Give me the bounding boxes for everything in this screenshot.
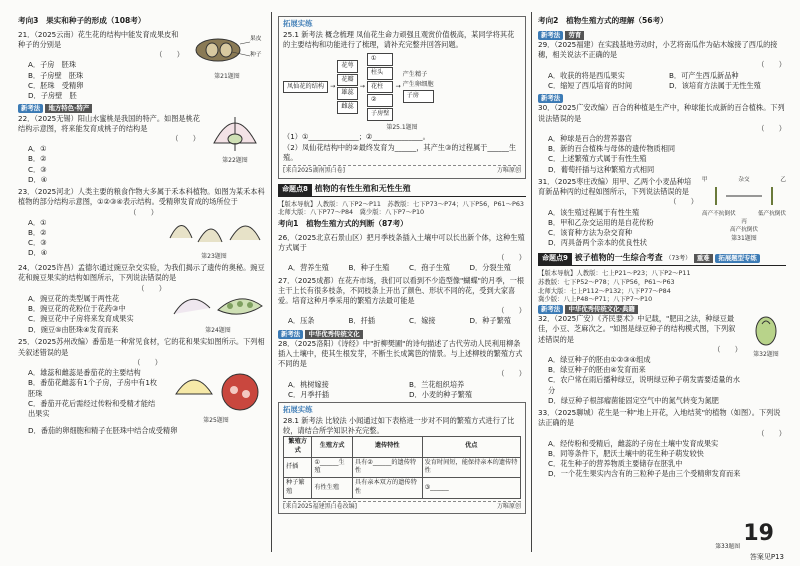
version-guide: 苏教版：七下P52～P78；八下P56，P61～P63 xyxy=(538,277,675,286)
answer-bracket: （ ） xyxy=(129,207,158,217)
topic-title: 被子植物的一生综合考查 xyxy=(574,253,663,263)
question-24 xyxy=(18,263,266,335)
option-b: B．绿豆种子的胚由④发育而来 xyxy=(548,365,646,375)
option-a: A．雄蕊和雌蕊是番茄花的主要结构 xyxy=(28,368,141,378)
comparison-table xyxy=(283,436,521,499)
answer-bracket: （ ） xyxy=(133,357,162,367)
topic-number: 命题点8 xyxy=(278,184,312,196)
label-seed: 种子 xyxy=(250,52,262,58)
question-26 xyxy=(278,233,526,274)
question-stem: 23．（2025河北）人类主要的粮食作物大多属于禾本科植物。如图为某禾本科植物的部分结构示意图，①②③④表示结构。受精卵发育成的场所位于 xyxy=(18,187,265,207)
question-stem: 28.1 新考法 比较法 小闻通过如下表格进一步对不同的繁殖方式进行了比较，请结合所学知识补充完整。 xyxy=(283,415,515,435)
table-row xyxy=(284,457,521,478)
option-d: D．绿豆种子根部瘤菌能固定空气中的氮气转变为氮肥 xyxy=(548,395,719,405)
option-a: A．经传粉和受精后，雌蕊的子房在土壤中发育成果实 xyxy=(548,438,719,448)
answer-bracket: （ ） xyxy=(171,133,200,143)
question-33 xyxy=(538,408,786,480)
option-d: D．豌豆⑤由胚珠④发育而来 xyxy=(28,324,119,334)
answer-bracket: （ ） xyxy=(497,253,526,263)
option-c: C．缩短了西瓜培育的时间 xyxy=(548,80,633,90)
option-b: B．可产生西瓜新品种 xyxy=(669,70,739,80)
question-stem: 24．（2025许昌）孟德尔通过豌豆杂交实验，为我们揭示了遗传的奥秘。豌豆花和豌豆果实的结构如图所示，下列说法错误的是 xyxy=(18,263,265,283)
map-box: 雄蕊 xyxy=(337,87,357,100)
extension-title: 拓展实练 xyxy=(283,405,313,415)
section-title: 考向2 植物生殖方式的理解（56考） xyxy=(538,16,668,25)
question-27 xyxy=(278,276,526,327)
option-b: B．新的百合植株与母体的遗传物质相同 xyxy=(548,144,676,154)
option-b: B．同等条件下，肥沃土壤中的花生种子萌发较快 xyxy=(548,448,704,458)
map-text: 产生卵细胞 xyxy=(402,80,434,88)
new-method-badge: 新考法 xyxy=(18,104,43,113)
option-b: B．② xyxy=(28,227,47,237)
topic-header xyxy=(278,183,526,197)
topic-badge: 中华优秀传统文化 xyxy=(305,330,362,339)
answer-bracket: （ ） xyxy=(497,306,526,316)
extension-title: 拓展实练 xyxy=(283,19,313,28)
new-method-badge: 新考法 xyxy=(538,94,563,103)
figure-caption: 第24题图 xyxy=(205,326,231,334)
brand-mark: 万唯原创 xyxy=(496,167,521,175)
section-title: 考向1 植物生殖方式的判断（87考） xyxy=(278,218,408,228)
map-box: 柱头 xyxy=(367,67,394,80)
column-right xyxy=(538,14,786,548)
label-parent-a: 甲 xyxy=(702,176,708,183)
table-header: 生殖方式 xyxy=(312,437,353,458)
answer-bracket: （ ） xyxy=(137,283,166,293)
question-29 xyxy=(538,30,786,91)
option-d: D．葡萄扦插与这种繁殖方式相同 xyxy=(548,164,655,174)
option-c: C．番茄开花后需经过传粉和受精才能结出果实 xyxy=(28,398,156,418)
table-header: 优点 xyxy=(422,437,520,458)
topic-badge: 地方特色·特产 xyxy=(45,104,92,113)
map-box: 雌蕊 xyxy=(337,101,357,114)
option-c: C．该育种方法为杂交育种 xyxy=(548,227,633,237)
answer-bracket: （ ） xyxy=(757,123,786,133)
version-guide: 北师大版：八下P77～P84 冀少版：八下P7～P10 xyxy=(278,208,425,217)
table-cell: ①______生殖 xyxy=(312,457,353,478)
topic-title: 植物的有性生殖和无性生殖 xyxy=(314,183,411,193)
page-big-number: 19 xyxy=(743,521,774,546)
question-23 xyxy=(18,187,266,261)
label-pericarp: 果皮 xyxy=(250,36,262,42)
question-31 xyxy=(538,177,786,249)
figure-caption: 第31题图 xyxy=(731,234,757,242)
topic-number: 命题点9 xyxy=(538,253,572,265)
question-21 xyxy=(18,30,266,102)
answer-bracket: （ ） xyxy=(497,369,526,379)
question-stem: 31．（2025枣庄改编）用甲、乙两个小麦品种培育新品种丙的过程如图所示，下列说法错误的是 xyxy=(538,176,692,197)
label-trait-c: 高产抗倒伏 xyxy=(730,226,758,233)
answer-bracket: （ ） xyxy=(757,60,786,70)
question-stem: 29．（2025福建）在实践基地劳动时，小艺将南瓜作为砧木嫁接了西瓜的接穗，相关说法不正确的是 xyxy=(538,40,778,60)
column-middle xyxy=(278,14,526,548)
section-title: 考向3 果实和种子的形成（108考） xyxy=(18,16,146,25)
wheat-figure xyxy=(702,185,786,207)
topic-badge: 劳育 xyxy=(565,31,584,40)
version-guide: 北师大版：七上P112～P132；八下P77～P84 xyxy=(538,286,671,295)
figure-caption: 第25.1题图 xyxy=(386,123,418,131)
sub-question: （2）凤仙花结构中的②最终发育为______，其产生③的过程属于______生殖。 xyxy=(283,142,517,162)
version-guide: 冀少版：八上P48～P71；八下P7～P10 xyxy=(538,295,653,304)
map-box: ② xyxy=(367,94,394,107)
figure-caption: 第22题图 xyxy=(222,156,248,164)
map-box: 花柱 xyxy=(367,81,394,94)
practice-badge: 拓展题型专练 xyxy=(715,254,759,263)
option-d: D．一个花生果实内含有的三粒种子是由三个受精卵发育而来 xyxy=(548,469,741,479)
map-box: 子房壁 xyxy=(367,108,394,121)
question-stem: 28．（2025洛阳）《诗经》中"折柳樊圃"的诗句描述了古代劳动人民利用柳条插入土壤中，使其生根发芽，不断生长成篱笆的情景。与上述柳枝的繁殖方式不同的是 xyxy=(278,338,523,369)
label-cross: 杂交 xyxy=(738,176,750,183)
option-d: D．该培育方法属于无性生殖 xyxy=(669,80,761,90)
difficulty-badge: 重难 xyxy=(694,254,713,263)
map-box: 花瓣 xyxy=(337,74,357,87)
table-cell: 具有②______的遗传特性 xyxy=(352,457,422,478)
option-d: D．番茄的卵细胞和精子在胚珠中结合成受精卵 xyxy=(28,425,178,435)
table-cell: 发育时间短，能保持亲本的遗传特性 xyxy=(422,457,520,478)
option-b: B．种子生殖 xyxy=(348,263,390,273)
option-a: A．① xyxy=(28,144,47,154)
option-a: A．桃树嫁接 xyxy=(288,379,329,389)
option-a: A．该生殖过程属于有性生殖 xyxy=(548,207,640,217)
map-box: 子房 xyxy=(403,90,434,103)
question-stem: 30．（2025广安改编）百合的种植是生产中，种球能长成新的百合植株。下列说法错误的是 xyxy=(538,103,785,123)
answer-bracket: （ ） xyxy=(713,344,742,354)
map-box: 凤仙花的结构 xyxy=(283,81,328,94)
table-row xyxy=(284,478,521,499)
option-c: C．③ xyxy=(28,238,47,248)
option-d: D．小麦的种子繁殖 xyxy=(409,389,473,399)
map-text: 产生精子 xyxy=(402,70,428,78)
table-header: 遗传特性 xyxy=(352,437,422,458)
table-cell: 具有亲本双方的遗传特性 xyxy=(352,478,422,499)
question-stem: 27．（2025成都）在花卉市场，我们可以看到不少造型像"蝴蝶"的月季，一根主干上长有很多枝条，不同枝条上开出了颜色、形状不同的花，受到大家喜爱。培育这种月季采用的繁殖方法最可能是 xyxy=(278,275,525,305)
figure-caption: 第23题图 xyxy=(201,252,227,260)
new-method-badge: 新考法 xyxy=(538,305,563,314)
new-method-badge: 新考法 xyxy=(278,330,303,339)
figure-caption: 第32题图 xyxy=(753,351,779,359)
source-note: [来自2025福建黑白卷改编] xyxy=(283,502,357,510)
label-trait-b: 低产抗倒伏 xyxy=(758,210,786,217)
option-d: D．种子繁殖 xyxy=(469,316,511,326)
question-stem: 25．（2025苏州改编）番茄是一种常见食材，它的花和果实如图所示。下列相关叙述错误的是 xyxy=(18,337,265,357)
label-trait-a: 高产不抗倒伏 xyxy=(702,210,736,217)
topic-count: （73考） xyxy=(665,255,692,263)
question-25 xyxy=(18,337,266,435)
option-c: C．胚珠 受精卵 xyxy=(28,80,84,90)
option-a: A．种球是百合的营养器官 xyxy=(548,133,632,143)
answer-bracket: （ ） xyxy=(669,197,698,207)
option-a: A．① xyxy=(28,217,47,227)
table-cell: 扦插 xyxy=(284,457,312,478)
sub-question: （1）①______________；②______________。 xyxy=(283,132,430,142)
column-divider xyxy=(531,12,532,552)
grass-flower-figure xyxy=(162,208,266,250)
brand-mark: 万唯原创 xyxy=(496,502,521,510)
option-c: C．花生种子的营养物质主要储存在胚乳中 xyxy=(548,459,683,469)
option-c: C．月季扦插 xyxy=(288,389,329,399)
version-guide: 【版本导航】人教版：七上P21～P23；八下P2～P11 xyxy=(538,269,691,278)
peach-flower-figure xyxy=(204,103,266,153)
extension-box xyxy=(278,16,526,179)
question-stem: 32．（2025广安）《齐民要术》中记载，"肥田之法，种绿豆最佳，小豆、芝麻次之。"如图是绿豆种子的结构模式图，下列叙述错误的是 xyxy=(538,314,736,344)
map-box: 花萼 xyxy=(337,60,357,73)
option-c: C．豌豆花中子房将来发育成果实 xyxy=(28,314,134,324)
answer-bracket: （ ） xyxy=(757,428,786,438)
option-a: A．子房 胚珠 xyxy=(28,60,77,70)
question-22 xyxy=(18,103,266,185)
topic-header xyxy=(538,252,786,266)
figure-caption: 第25题图 xyxy=(203,417,229,425)
option-a: A．豌豆花的类型属于两性花 xyxy=(28,293,120,303)
option-c: C．上述繁殖方式属于有性生殖 xyxy=(548,154,647,164)
column-divider xyxy=(271,12,272,552)
option-a: A．收获的将是西瓜果实 xyxy=(548,70,625,80)
option-b: B．甲和乙杂交运用的是自花传粉 xyxy=(548,217,654,227)
option-d: D．分裂生殖 xyxy=(469,263,511,273)
source-note: [来自2025湖南黑白卷] xyxy=(283,167,345,175)
option-c: C．嫁接 xyxy=(409,316,436,326)
version-guide: 【版本导航】人教版：八下P2～P11 苏教版：七下P73～P74；八下P56，P61～P63 xyxy=(278,199,524,208)
table-header: 繁殖方式 xyxy=(284,437,312,458)
option-a: A．压条 xyxy=(288,316,315,326)
option-b: B．豌豆花的花粉位于花药③中 xyxy=(28,304,126,314)
concept-map: 凤仙花的结构 → 花萼 花瓣 雄蕊 雌蕊 → ① 柱头 花柱 ② 子房壁 → 产生精子 产生卵细胞 子房 xyxy=(283,53,521,121)
pea-figure xyxy=(170,284,266,324)
option-b: B．子房壁 胚珠 xyxy=(28,70,84,80)
topic-badge: 中华优秀传统文化·典籍 xyxy=(565,305,637,314)
map-box: ① xyxy=(367,53,394,66)
option-d: D．子房壁 胚 xyxy=(28,91,77,101)
column-left xyxy=(18,14,266,548)
answer-bracket: （ ） xyxy=(155,50,184,60)
mung-bean-figure xyxy=(746,314,786,348)
option-b: B．兰花组织培养 xyxy=(409,379,465,389)
option-c: C．③ xyxy=(28,164,47,174)
table-cell: 种子繁殖 xyxy=(284,478,312,499)
option-a: A．营养生殖 xyxy=(288,263,329,273)
question-stem: 26．（2025北京石景山区）把月季枝条插入土壤中可以长出新个体，这种生殖方式属于 xyxy=(278,232,525,252)
answer-reference: 答案见P13 xyxy=(749,553,784,561)
option-c: C．孢子生殖 xyxy=(409,263,450,273)
question-stem: 33．（2025聊城）花生是一种"地上开花，入地结荚"的植物（如图）。下列说法正确的是 xyxy=(538,408,781,428)
option-c: C．农户常在雨后播种绿豆，说明绿豆种子萌发需要适量的水分 xyxy=(548,375,740,395)
label-parent-b: 乙 xyxy=(780,176,786,183)
option-d: D．④ xyxy=(28,174,48,184)
table-cell: ③______ xyxy=(422,478,520,499)
figure-caption: 第33题图 xyxy=(715,544,740,550)
option-b: B．番茄花雌蕊有1个子房，子房中有1枚胚珠 xyxy=(28,378,158,398)
question-stem: 25.1 新考法 概念梳理 凤仙花生命力顽强且观赏价值极高，某同学将其花的主要结构和功能进行了梳理，请补充完整并回答问题。 xyxy=(283,29,515,49)
question-28 xyxy=(278,329,526,401)
table-cell: 有性生殖 xyxy=(312,478,353,499)
option-a: A．绿豆种子的胚由①②③④组成 xyxy=(548,354,651,364)
figure-caption: 第21题图 xyxy=(214,73,240,80)
extension-box xyxy=(278,402,526,514)
question-stem: 21．（2025云南）花生花的结构中能发育成果皮和种子的分别是 xyxy=(18,29,179,49)
question-30 xyxy=(538,93,786,175)
question-stem: 22．（2025无锡）阳山水蜜桃是我国的特产。如图是桃花结构示意图，将来能发育成桃子的结构是 xyxy=(18,113,200,133)
option-b: B．扦插 xyxy=(348,316,375,326)
label-offspring: 丙 xyxy=(741,218,747,225)
new-method-badge: 新考法 xyxy=(538,31,563,40)
tomato-figure xyxy=(166,358,266,414)
option-b: B．② xyxy=(28,154,47,164)
question-32 xyxy=(538,304,786,406)
option-d: D．丙具备两个亲本的优良性状 xyxy=(548,238,647,248)
option-d: D．④ xyxy=(28,248,48,258)
